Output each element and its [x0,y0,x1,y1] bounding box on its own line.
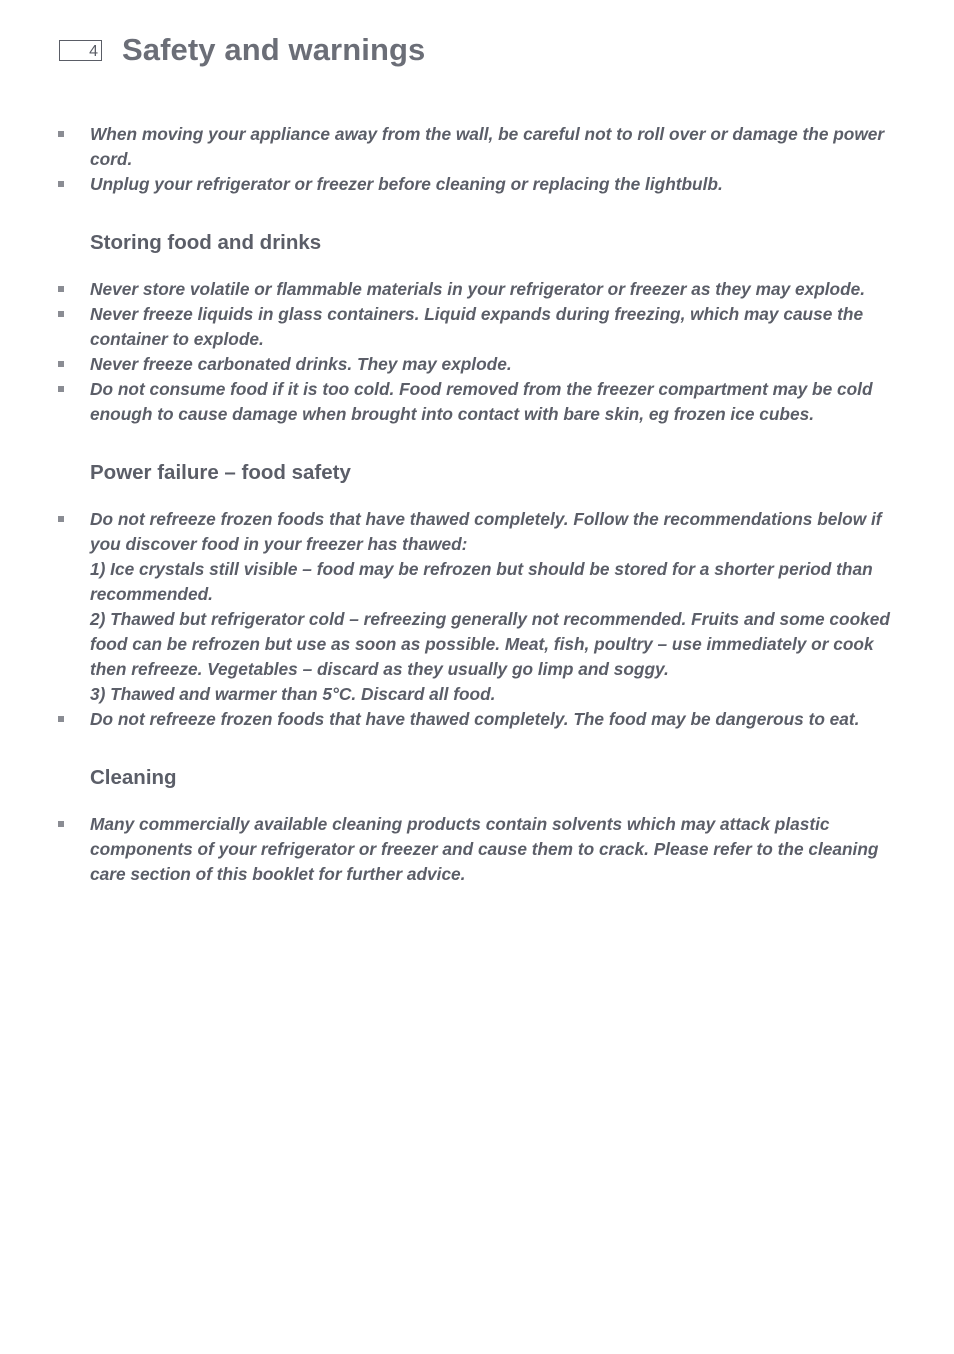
square-bullet-icon [58,821,64,827]
square-bullet-icon [58,131,64,137]
list-item-text: Many commercially available cleaning products contain solvents which may attack plastic components of your refrigerator or freezer and cause them to crack. Please refer to the cleaning care section of this booklet for further advice. [90,814,879,884]
list-item [0,507,954,707]
list-item-text: Never freeze carbonated drinks. They may explode. [90,354,512,374]
square-bullet-icon [58,516,64,522]
section-heading-cleaning: Cleaning [90,766,177,789]
list-item-text: Do not refreeze frozen foods that have thawed completely. Follow the recommendations below if you discover food in your freezer has thawed: [90,509,882,554]
recommendation-step-3: 3) Thawed and warmer than 5°C. Discard all food. [90,684,496,704]
page-content [0,122,954,887]
list-item [0,122,954,172]
list-item-text: Never store volatile or flammable materials in your refrigerator or freezer as they may explode. [90,279,866,299]
page-number: 4 [59,40,102,61]
page-title: Safety and warnings [122,32,426,67]
intro-warning-list [0,122,954,197]
section-heading-storing: Storing food and drinks [90,231,322,254]
square-bullet-icon [58,311,64,317]
list-item [0,377,954,427]
storing-warning-list [0,277,954,427]
cleaning-warning-list [0,812,954,887]
list-item-text: Do not consume food if it is too cold. Food removed from the freezer compartment may be cold enough to cause damage when brought into contact with bare skin, eg frozen ice cubes. [90,379,873,424]
page-header [59,30,939,76]
list-item [0,812,954,887]
square-bullet-icon [58,716,64,722]
list-item [0,352,954,377]
square-bullet-icon [58,286,64,292]
recommendation-step-2: 2) Thawed but refrigerator cold – refreezing generally not recommended. Fruits and some cooked food can be refrozen but use as soon as possible. Meat, fish, poultry – use immediately or cook then refreeze. Vegetables – discard as they usually go limp and soggy. [90,609,890,679]
list-item [0,707,954,732]
list-item [0,277,954,302]
square-bullet-icon [58,386,64,392]
list-item [0,302,954,352]
recommendation-step-1: 1) Ice crystals still visible – food may be refrozen but should be stored for a shorter period than recommended. [90,559,873,604]
list-item-text: Unplug your refrigerator or freezer before cleaning or replacing the lightbulb. [90,174,723,194]
section-heading-power-failure: Power failure – food safety [90,461,351,484]
list-item-text: Never freeze liquids in glass containers. Liquid expands during freezing, which may cause the container to explode. [90,304,864,349]
list-item-text: When moving your appliance away from the wall, be careful not to roll over or damage the power cord. [90,124,885,169]
square-bullet-icon [58,181,64,187]
square-bullet-icon [58,361,64,367]
list-item-text: Do not refreeze frozen foods that have thawed completely. The food may be dangerous to eat. [90,709,860,729]
power-failure-warning-list [0,507,954,732]
list-item [0,172,954,197]
